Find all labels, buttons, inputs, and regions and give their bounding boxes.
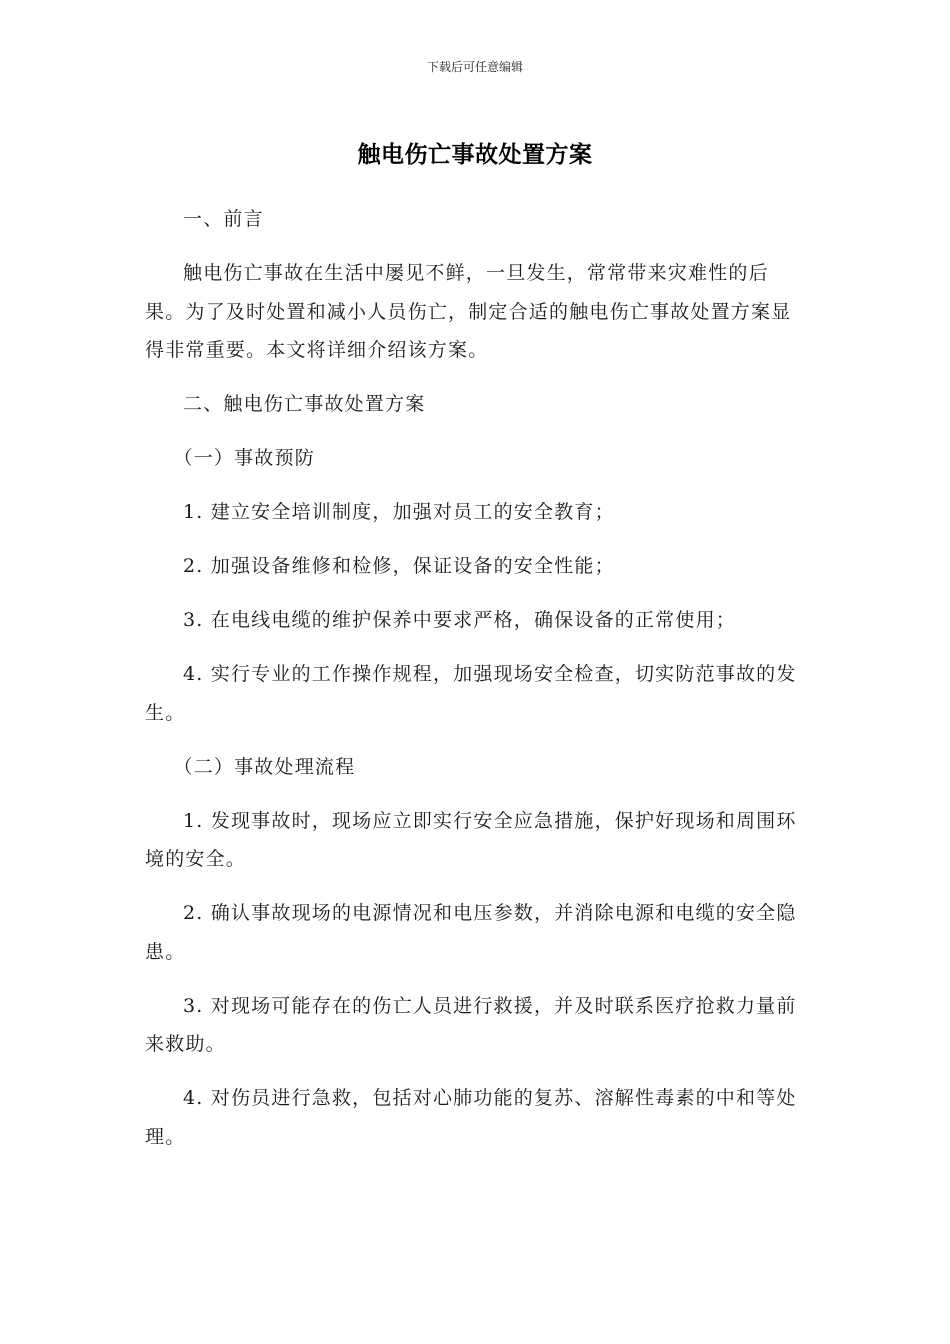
list-item: 2. 确认事故现场的电源情况和电压参数，并消除电源和电缆的安全隐患。	[145, 902, 797, 963]
document-title: 触电伤亡事故处置方案	[357, 142, 593, 168]
list-item: 1. 发现事故时，现场应立即实行安全应急措施，保护好现场和周围环境的安全。	[145, 809, 797, 870]
section-heading-plan: 二、触电伤亡事故处置方案	[183, 393, 426, 415]
list-item: 4. 对伤员进行急救，包括对心肺功能的复苏、溶解性毒素的中和等处理。	[145, 1087, 797, 1148]
list-item: 2. 加强设备维修和检修，保证设备的安全性能；	[183, 555, 615, 577]
list-item: 4. 实行专业的工作操作规程，加强现场安全检查，切实防范事故的发生。	[145, 663, 797, 724]
subsection-heading-prevention: （一）事故预防	[173, 447, 315, 469]
list-item: 1. 建立安全培训制度，加强对员工的安全教育；	[183, 501, 615, 523]
list-item: 3. 对现场可能存在的伤亡人员进行救援，并及时联系医疗抢救力量前来救助。	[145, 994, 797, 1055]
document-body	[145, 200, 805, 1172]
page-header-note: 下载后可任意编辑	[426, 60, 523, 74]
list-item: 3. 在电线电缆的维护保养中要求严格，确保设备的正常使用；	[183, 609, 736, 631]
section-heading-preface: 一、前言	[183, 208, 264, 230]
subsection-heading-procedure: （二）事故处理流程	[173, 755, 356, 778]
preface-paragraph: 触电伤亡事故在生活中屡见不鲜，一旦发生，常常带来灾难性的后果。为了及时处置和减小人员伤亡，制定合适的触电伤亡事故处置方案显得非常重要。本文将详细介绍该方案。	[145, 262, 792, 361]
